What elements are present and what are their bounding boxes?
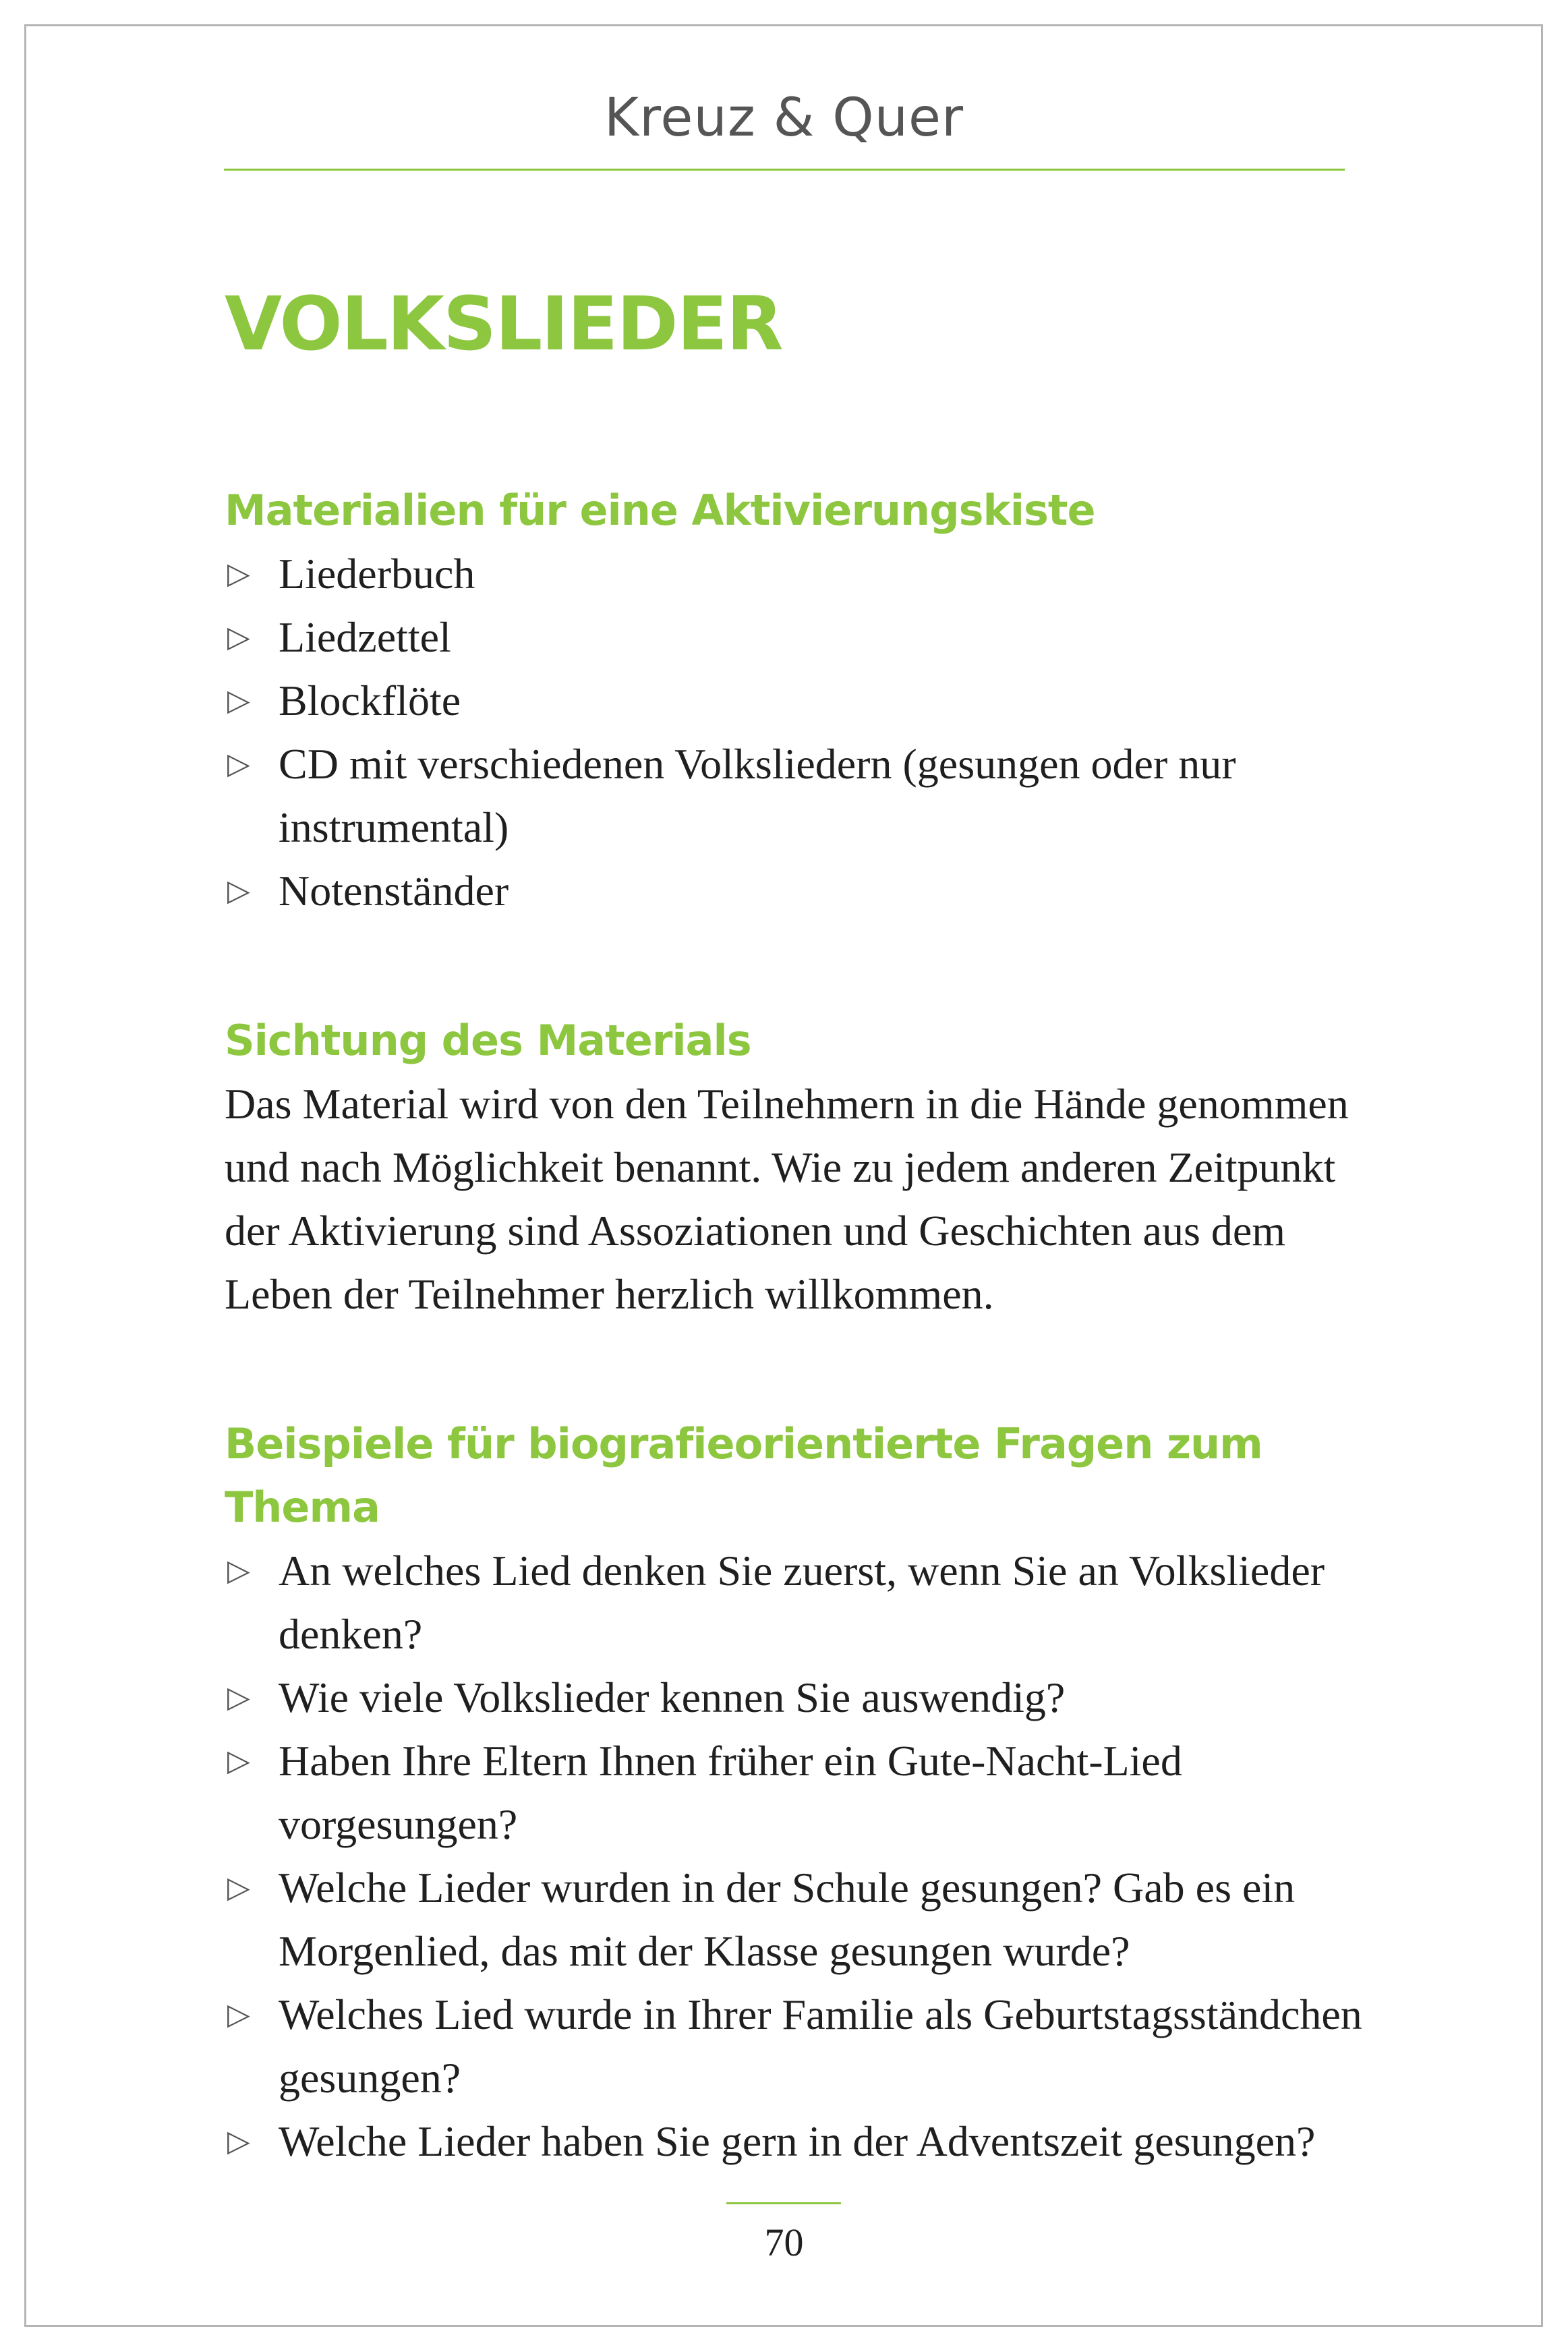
section-title: VOLKSLIEDER: [225, 281, 782, 367]
footer-divider: [726, 2202, 841, 2204]
list-item: [225, 1666, 1371, 1729]
triangle-bullet-icon: ▷: [227, 1553, 250, 1588]
list-item: [225, 542, 1371, 606]
page-number: 70: [764, 2220, 804, 2264]
list-item-text: Welche Lieder haben Sie gern in der Adventszeit gesungen?: [279, 2117, 1316, 2165]
list-item-text: Welche Lieder wurden in der Schule gesungen? Gab es ein Morgenlied, das mit der Klasse gesungen wurde?: [279, 1864, 1296, 1975]
triangle-bullet-icon: ▷: [227, 620, 250, 654]
list-item-text: Haben Ihre Eltern Ihnen früher ein Gute-Nacht-Lied vorgesungen?: [279, 1737, 1182, 1848]
materials-heading: Materialien für eine Aktivierungskiste: [225, 486, 1095, 535]
triangle-bullet-icon: ▷: [227, 1744, 250, 1778]
questions-heading: Beispiele für biografieorientierte Fragen zum Thema: [225, 1419, 1262, 1532]
list-item: [225, 733, 1371, 859]
list-item-text: Blockflöte: [279, 677, 461, 724]
list-item-text: Liedzettel: [279, 613, 451, 661]
triangle-bullet-icon: ▷: [227, 1680, 250, 1715]
list-item-text: Liederbuch: [279, 550, 475, 598]
list-item: [225, 1983, 1371, 2110]
list-item: [225, 1539, 1371, 1666]
list-item-text: Wie viele Volkslieder kennen Sie auswendig?: [279, 1673, 1066, 1721]
questions-list: [225, 1539, 1371, 2173]
list-item-text: An welches Lied denken Sie zuerst, wenn Sie an Volkslieder denken?: [279, 1547, 1325, 1658]
triangle-bullet-icon: ▷: [227, 2124, 250, 2158]
triangle-bullet-icon: ▷: [227, 1870, 250, 1905]
triangle-bullet-icon: ▷: [227, 747, 250, 781]
materials-list: [225, 542, 1371, 923]
list-item: [225, 1729, 1371, 1856]
header-divider: [224, 169, 1345, 171]
list-item: [225, 1856, 1371, 1983]
list-item: [225, 2110, 1371, 2173]
running-header-title: Kreuz & Quer: [604, 88, 964, 148]
review-heading: Sichtung des Materials: [225, 1016, 751, 1065]
list-item-text: Notenständer: [279, 867, 509, 915]
main-content: [225, 270, 1371, 2173]
list-item: [225, 606, 1371, 669]
list-item-text: CD mit verschiedenen Volksliedern (gesungen oder nur instrumental): [279, 740, 1236, 851]
triangle-bullet-icon: ▷: [227, 556, 250, 591]
triangle-bullet-icon: ▷: [227, 1997, 250, 2032]
list-item-text: Welches Lied wurde in Ihrer Familie als Geburtstagsständchen gesungen?: [279, 1990, 1362, 2102]
triangle-bullet-icon: ▷: [227, 683, 250, 718]
triangle-bullet-icon: ▷: [227, 873, 250, 908]
spacer: [225, 1326, 1371, 1412]
list-item: [225, 669, 1371, 733]
list-item: [225, 859, 1371, 923]
review-paragraph: Das Material wird von den Teilnehmern in die Hände genommen und nach Möglichkeit benannt. Wie zu jedem anderen Zeitpunkt der Aktivierung sind Assoziationen und Geschichten aus dem Leben der Teilnehmer herzlich willkommen.: [225, 1080, 1349, 1318]
spacer: [225, 923, 1371, 1009]
